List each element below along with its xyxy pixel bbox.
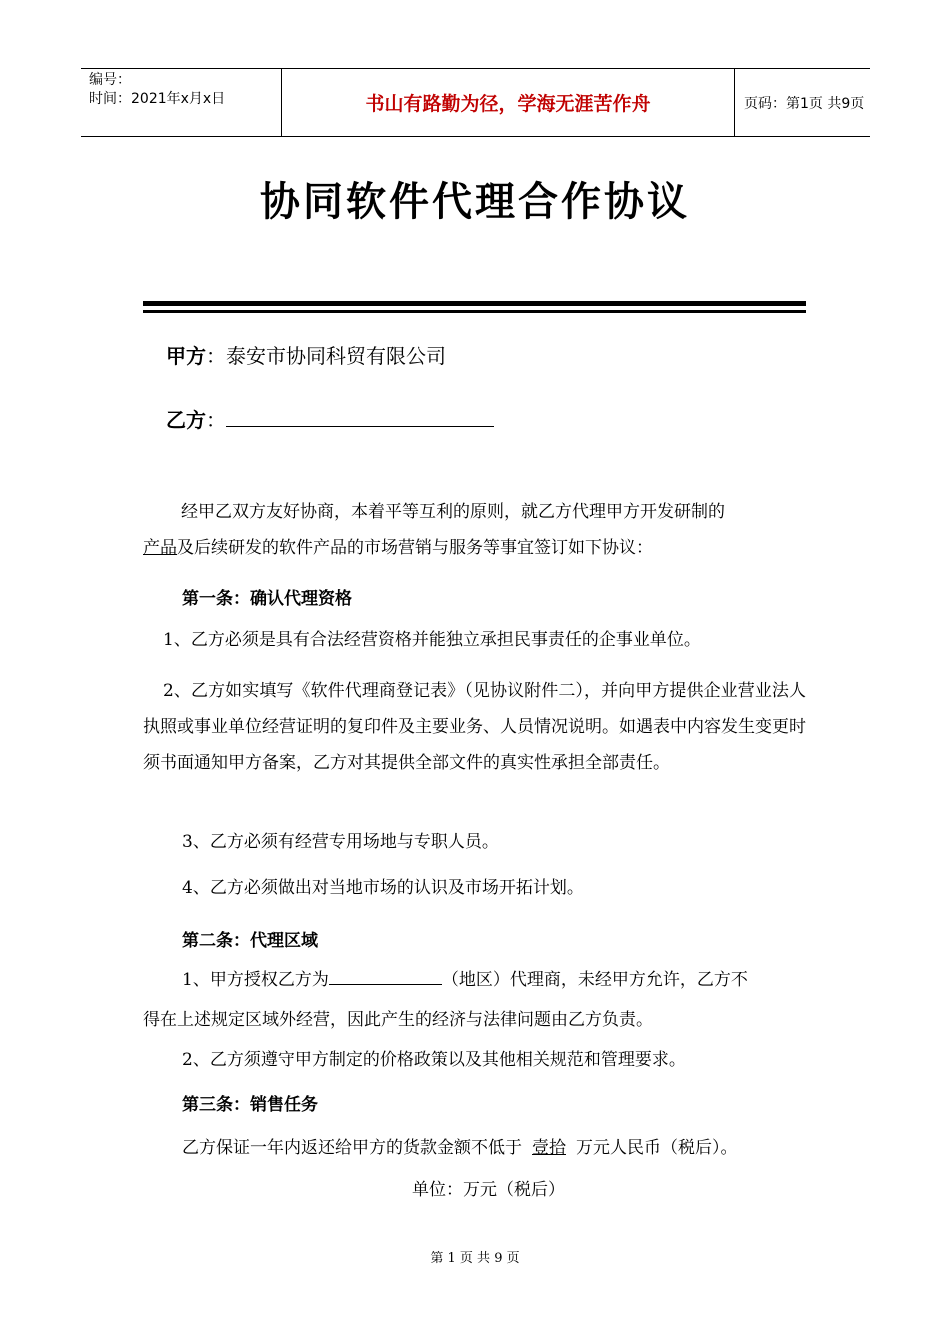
article3-text-pre: 乙方保证一年内返还给甲方的货款金额不低于: [182, 1138, 522, 1158]
article2-item2: 2、乙方须遵守甲方制定的价格政策以及其他相关规范和管理要求。: [182, 1050, 686, 1070]
party-b-blank: [226, 406, 494, 427]
document-title: 协同软件代理合作协议: [260, 179, 690, 225]
intro-line1: 经甲乙双方友好协商，本着平等互利的原则，就乙方代理甲方开发研制的: [181, 502, 725, 522]
party-a-name: 泰安市协同科贸有限公司: [226, 344, 446, 368]
time-label: 时间：2021年x月x日: [89, 91, 226, 107]
article2-heading: 第二条：代理区域: [182, 931, 318, 951]
title-rule-thin: [143, 310, 806, 313]
sales-amount: 壹拾: [532, 1138, 566, 1158]
article3-unit: 单位：万元（税后）: [412, 1180, 565, 1200]
header-table: [81, 68, 870, 137]
article1-item2: 2、乙方如实填写《软件代理商登记表》（见协议附件二），并向甲方提供企业营业法人执照或事业单位经营证明的复印件及主要业务、人员情况说明。如遇表中内容发生变更时须书面通知甲方备案，乙方对其提供全部文件的真实性承担全部责任。: [143, 681, 806, 773]
intro-line2: [143, 533, 653, 558]
header-meta-cell: [81, 69, 282, 136]
region-blank: [329, 966, 442, 985]
party-b-colon: ：: [206, 408, 226, 432]
page-footer: 第 1 页 共 9 页: [430, 1251, 520, 1266]
article2-item1-pre: 1、甲方授权乙方为: [182, 970, 329, 990]
motto-cell: [282, 69, 735, 136]
intro-line2-rest: 及后续研发的软件产品的市场营销与服务等事宜签订如下协议：: [177, 538, 653, 558]
party-b: [166, 404, 494, 433]
party-a-colon: ：: [206, 344, 226, 368]
party-b-label: 乙方: [166, 408, 206, 432]
article2-item1-line2: 得在上述规定区域外经营，因此产生的经济与法律问题由乙方负责。: [143, 1010, 653, 1030]
article3-text-post: 万元人民币（税后）。: [576, 1138, 738, 1158]
number-label: 编号：: [89, 72, 131, 88]
article1-item1: 1、乙方必须是具有合法经营资格并能独立承担民事责任的企事业单位。: [163, 630, 701, 650]
article2-item1-line1: [182, 965, 748, 990]
page-info: 页码：第1页 共9页: [744, 95, 865, 112]
title-rule-thick: [143, 301, 806, 306]
article3-text: [182, 1133, 738, 1158]
party-a-label: 甲方: [166, 344, 206, 368]
article2-item1-post: （地区）代理商，未经甲方允许，乙方不: [441, 970, 748, 990]
article1-item3: 3、乙方必须有经营专用场地与专职人员。: [182, 832, 499, 852]
article3-heading: 第三条：销售任务: [182, 1095, 318, 1115]
article1-heading: 第一条：确认代理资格: [182, 589, 352, 609]
page-info-cell: [735, 69, 870, 136]
intro-underlined: 产品: [143, 538, 177, 558]
article1-item4: 4、乙方必须做出对当地市场的认识及市场开拓计划。: [182, 878, 584, 898]
party-a: [166, 340, 446, 369]
motto-text: 书山有路勤为径，学海无涯苦作舟: [365, 93, 651, 115]
